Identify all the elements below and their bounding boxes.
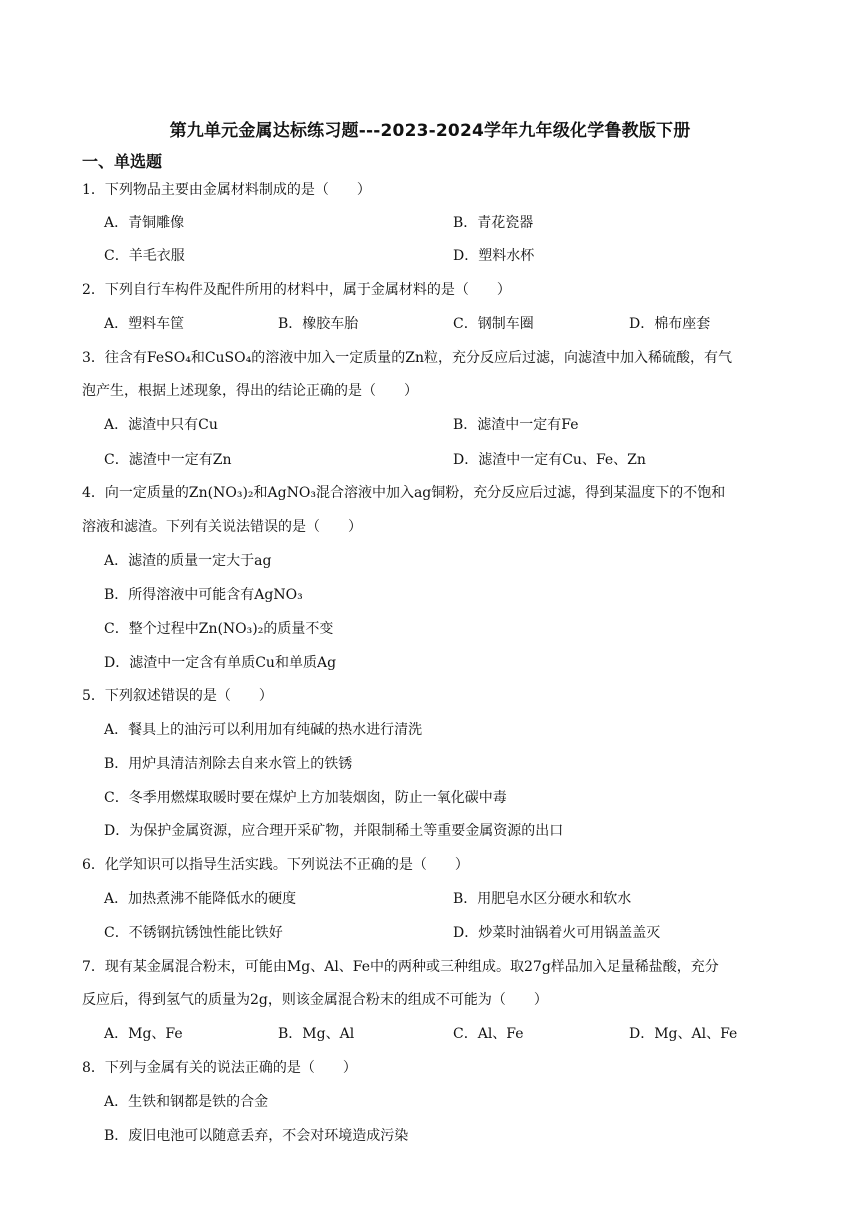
question-7-option-b: B．Mg、Al bbox=[278, 1026, 355, 1042]
question-7-stem: 7．现有某金属混合粉末，可能由Mg、Al、Fe中的两种或三种组成。取27g样品加入足量稀盐酸，充分 bbox=[82, 959, 719, 975]
document-title: 第九单元金属达标练习题---2023-2024学年九年级化学鲁教版下册 bbox=[169, 121, 691, 141]
question-4-option-b: B．所得溶液中可能含有AgNO₃ bbox=[104, 587, 303, 603]
question-5-option-b: B．用炉具清洁剂除去自来水管上的铁锈 bbox=[104, 756, 353, 772]
question-3-option-d: D．滤渣中一定有Cu、Fe、Zn bbox=[453, 452, 646, 468]
question-1-option-a: A．青铜雕像 bbox=[104, 215, 185, 231]
question-1-option-c: C．羊毛衣服 bbox=[104, 248, 185, 264]
question-5-stem: 5．下列叙述错误的是（ ） bbox=[82, 688, 273, 704]
question-6-option-d: D．炒菜时油锅着火可用锅盖盖灭 bbox=[453, 925, 661, 941]
question-1-option-d: D．塑料水杯 bbox=[453, 248, 535, 264]
question-6-option-a: A．加热煮沸不能降低水的硬度 bbox=[104, 891, 297, 907]
question-2-option-c: C．钢制车圈 bbox=[453, 316, 534, 332]
question-1-option-b: B．青花瓷器 bbox=[453, 215, 534, 231]
question-1-stem: 1．下列物品主要由金属材料制成的是（ ） bbox=[82, 182, 371, 198]
question-6-option-b: B．用肥皂水区分硬水和软水 bbox=[453, 891, 632, 907]
question-5-option-a: A．餐具上的油污可以利用加有纯碱的热水进行清洗 bbox=[104, 722, 423, 738]
question-7-option-c: C．Al、Fe bbox=[453, 1026, 524, 1042]
question-2-option-a: A．塑料车筐 bbox=[104, 316, 185, 332]
question-8-option-b: B．废旧电池可以随意丢弃，不会对环境造成污染 bbox=[104, 1128, 409, 1144]
question-4-option-a: A．滤渣的质量一定大于ag bbox=[104, 553, 272, 569]
question-3-stem: 3．往含有FeSO₄和CuSO₄的溶液中加入一定质量的Zn粒，充分反应后过滤，向滤渣中加入稀硫酸，有气 bbox=[82, 350, 732, 366]
question-8-stem: 8．下列与金属有关的说法正确的是（ ） bbox=[82, 1060, 357, 1076]
question-3-option-a: A．滤渣中只有Cu bbox=[104, 417, 218, 433]
question-4-option-c: C．整个过程中Zn(NO₃)₂的质量不变 bbox=[104, 621, 334, 637]
question-3-option-c: C．滤渣中一定有Zn bbox=[104, 452, 232, 468]
question-4-stem: 4．向一定质量的Zn(NO₃)₂和AgNO₃混合溶液中加入ag铜粉，充分反应后过滤，得到某温度下的不饱和 bbox=[82, 485, 726, 501]
section-heading: 一、单选题 bbox=[82, 152, 163, 171]
question-6-option-c: C．不锈钢抗锈蚀性能比铁好 bbox=[104, 925, 283, 941]
question-7-option-d: D．Mg、Al、Fe bbox=[629, 1026, 738, 1042]
question-4-stem-cont: 溶液和滤渣。下列有关说法错误的是（ ） bbox=[82, 519, 362, 535]
question-7-stem-cont: 反应后，得到氢气的质量为2g，则该金属混合粉末的组成不可能为（ ） bbox=[82, 992, 548, 1008]
question-4-option-d: D．滤渣中一定含有单质Cu和单质Ag bbox=[104, 655, 337, 671]
question-8-option-a: A．生铁和钢都是铁的合金 bbox=[104, 1094, 269, 1110]
question-2-option-d: D．棉布座套 bbox=[629, 316, 711, 332]
question-3-option-b: B．滤渣中一定有Fe bbox=[453, 417, 579, 433]
question-6-stem: 6．化学知识可以指导生活实践。下列说法不正确的是（ ） bbox=[82, 857, 469, 873]
question-2-stem: 2．下列自行车构件及配件所用的材料中，属于金属材料的是（ ） bbox=[82, 282, 511, 298]
question-2-option-b: B．橡胶车胎 bbox=[278, 316, 359, 332]
question-3-stem-cont: 泡产生，根据上述现象，得出的结论正确的是（ ） bbox=[82, 383, 418, 399]
question-5-option-c: C．冬季用燃煤取暖时要在煤炉上方加装烟囱，防止一氧化碳中毒 bbox=[104, 790, 507, 806]
question-5-option-d: D．为保护金属资源，应合理开采矿物，并限制稀土等重要金属资源的出口 bbox=[104, 823, 564, 839]
question-7-option-a: A．Mg、Fe bbox=[104, 1026, 183, 1042]
